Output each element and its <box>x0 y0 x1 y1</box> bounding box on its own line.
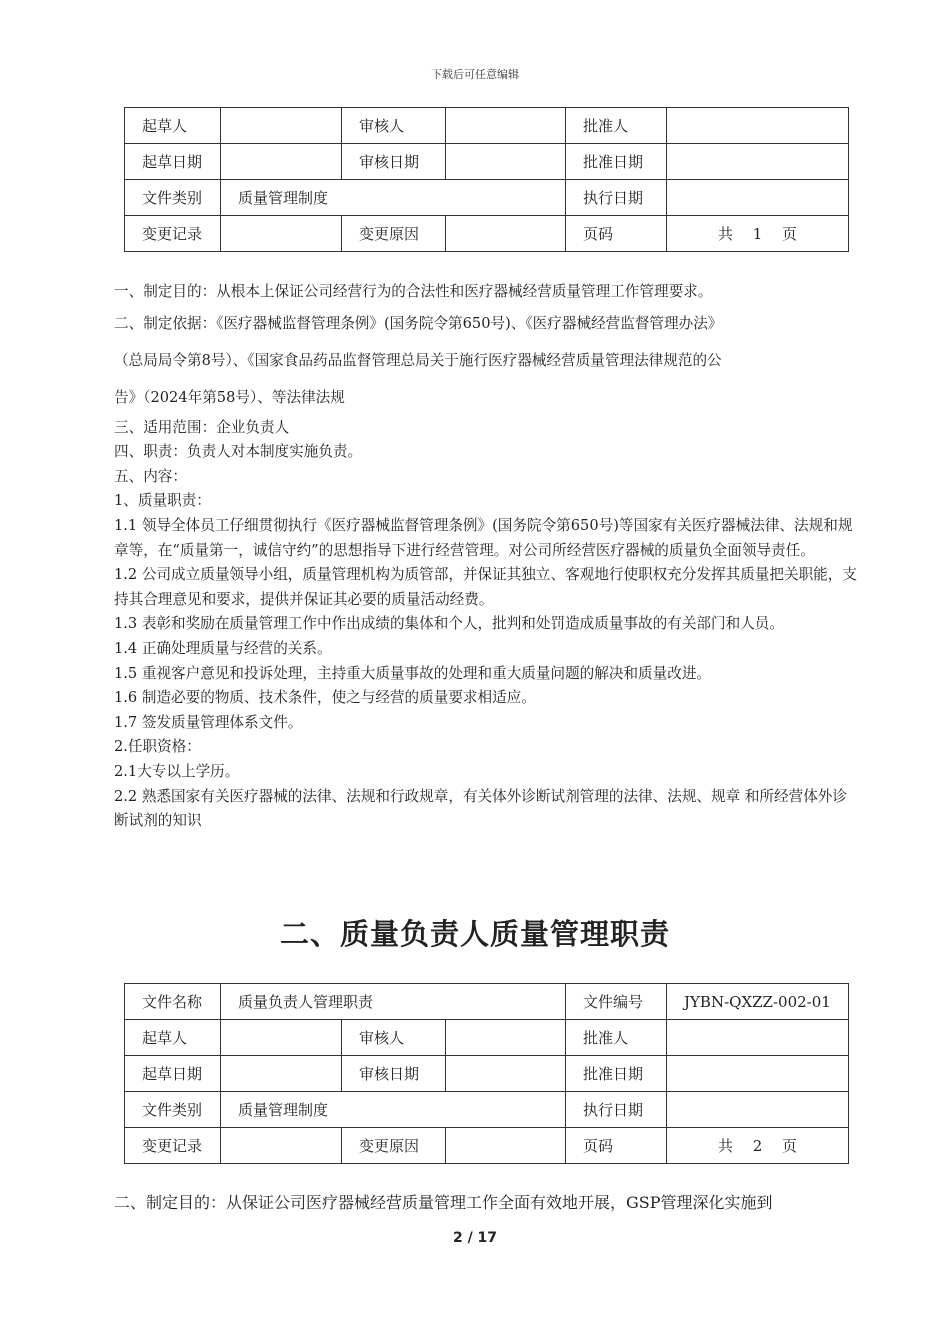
page-count-cell: 共 1 页 <box>667 216 849 252</box>
table-cell: 变更原因 <box>342 1128 446 1164</box>
table-cell: 页码 <box>566 216 667 252</box>
table-cell <box>667 1020 849 1056</box>
paragraph: 一、制定目的：从根本上保证公司经营行为的合法性和医疗器械经营质量管理工作管理要求。 <box>114 283 713 300</box>
table-cell: 变更记录 <box>125 216 221 252</box>
table-cell <box>446 108 566 144</box>
paragraph: 1、质量职责： <box>114 492 211 510</box>
table-cell: 批准人 <box>566 108 667 144</box>
table-cell <box>221 1020 342 1056</box>
table-cell <box>446 1128 566 1164</box>
paragraph: 1.5 重视客户意见和投诉处理，主持重大质量事故的处理和重大质量问题的解决和质量改进。 <box>114 664 712 682</box>
table-cell <box>221 108 342 144</box>
table-cell: 审核日期 <box>342 144 446 180</box>
table-cell: 批准人 <box>566 1020 667 1056</box>
table-cell: 质量管理制度 <box>221 1092 566 1128</box>
table-row <box>125 1092 849 1128</box>
page-count-cell: 共 2 页 <box>667 1128 849 1164</box>
table-row <box>125 1056 849 1092</box>
table-cell <box>667 180 849 216</box>
paragraph: 告》（2024年第58号）、等法律法规 <box>114 388 345 406</box>
section-title: 二、质量负责人质量管理职责 <box>279 917 670 951</box>
paragraph: 1.4 正确处理质量与经营的关系。 <box>114 639 332 657</box>
paragraph: 1.7 签发质量管理体系文件。 <box>114 713 303 731</box>
table-cell: 执行日期 <box>566 180 667 216</box>
table-cell: 起草人 <box>125 1020 221 1056</box>
table-row <box>125 1020 849 1056</box>
paragraph: 1.3 表彰和奖励在质量管理工作中作出成绩的集体和个人，批判和处罚造成质量事故的有关部门和人员。 <box>114 615 784 633</box>
page-number: 2 / 17 <box>452 1230 498 1246</box>
table-cell <box>667 1092 849 1128</box>
paragraph: 二、制定目的：从保证公司医疗器械经营质量管理工作全面有效地开展，GSP管理深化实施到 <box>114 1193 773 1212</box>
table-cell: 批准日期 <box>566 1056 667 1092</box>
table-cell: 变更记录 <box>125 1128 221 1164</box>
table-row <box>125 1128 849 1164</box>
table-cell: 审核日期 <box>342 1056 446 1092</box>
table-cell <box>221 216 342 252</box>
table-cell: 变更原因 <box>342 216 446 252</box>
table-row <box>125 216 849 252</box>
paragraph: 1.2 公司成立质量领导小组，质量管理机构为质管部，并保证其独立、客观地行使职权充分发挥其质量把关职能，支持其合理意见和要求，提供并保证其必要的质量活动经费。 <box>114 566 857 608</box>
table-cell: 审核人 <box>342 108 446 144</box>
table-cell: 文件类别 <box>125 1092 221 1128</box>
table-cell <box>667 108 849 144</box>
table-cell: 起草日期 <box>125 1056 221 1092</box>
table-cell: 起草人 <box>125 108 221 144</box>
table-row <box>125 180 849 216</box>
table-cell: 质量管理制度 <box>221 180 566 216</box>
paragraph: 1.1 领导全体员工仔细贯彻执行《医疗器械监督管理条例》(国务院令第650号)等国家有关医疗器械法律、法规和规章等，在“质量第一，诚信守约”的思想指导下进行经营管理。对公司所经营医疗器械的质量负全面领导责任。 <box>114 516 853 559</box>
paragraph: 五、内容： <box>114 467 187 485</box>
table-cell: 批准日期 <box>566 144 667 180</box>
paragraph: 2.2 熟悉国家有关医疗器械的法律、法规和行政规章，有关体外诊断试剂管理的法律、法规、规章 和所经营体外诊断试剂的知识 <box>114 787 847 830</box>
table-cell: 质量负责人管理职责 <box>221 984 566 1020</box>
table-row <box>125 984 849 1020</box>
table-cell <box>221 1128 342 1164</box>
table-cell <box>221 1056 342 1092</box>
document-body <box>114 280 859 834</box>
table-cell: 文件名称 <box>125 984 221 1020</box>
table-cell <box>667 1056 849 1092</box>
table-cell <box>221 144 342 180</box>
table-row <box>125 108 849 144</box>
table-cell <box>446 1020 566 1056</box>
header-note: 下载后可任意编辑 <box>431 68 519 81</box>
table-cell: 文件编号 <box>566 984 667 1020</box>
table-cell <box>667 144 849 180</box>
table-cell: 页码 <box>566 1128 667 1164</box>
document-info-table-1 <box>124 107 849 252</box>
paragraph: 2.1大专以上学历。 <box>114 762 240 780</box>
table-cell <box>446 144 566 180</box>
paragraph: 四、职责：负责人对本制度实施负责。 <box>114 443 363 461</box>
table-cell: 审核人 <box>342 1020 446 1056</box>
paragraph: 2.任职资格： <box>114 738 201 756</box>
paragraph: 三、适用范围：企业负责人 <box>114 418 290 436</box>
table-cell: 执行日期 <box>566 1092 667 1128</box>
table-cell <box>446 216 566 252</box>
paragraph: 二、制定依据：《医疗器械监督管理条例》(国务院令第650号)、《医疗器械经营监督管理办法》 <box>114 314 723 332</box>
document-info-table-2 <box>124 983 849 1164</box>
table-cell: 文件类别 <box>125 180 221 216</box>
paragraph: 1.6 制造必要的物质、技术条件，使之与经营的质量要求相适应。 <box>114 689 536 707</box>
paragraph: （总局局令第8号）、《国家食品药品监督管理总局关于施行医疗器械经营质量管理法律规范的公 <box>114 351 722 369</box>
table-cell: 起草日期 <box>125 144 221 180</box>
document-number-cell: JYBN-QXZZ-002-01 <box>667 984 849 1020</box>
table-row <box>125 144 849 180</box>
table-cell <box>446 1056 566 1092</box>
